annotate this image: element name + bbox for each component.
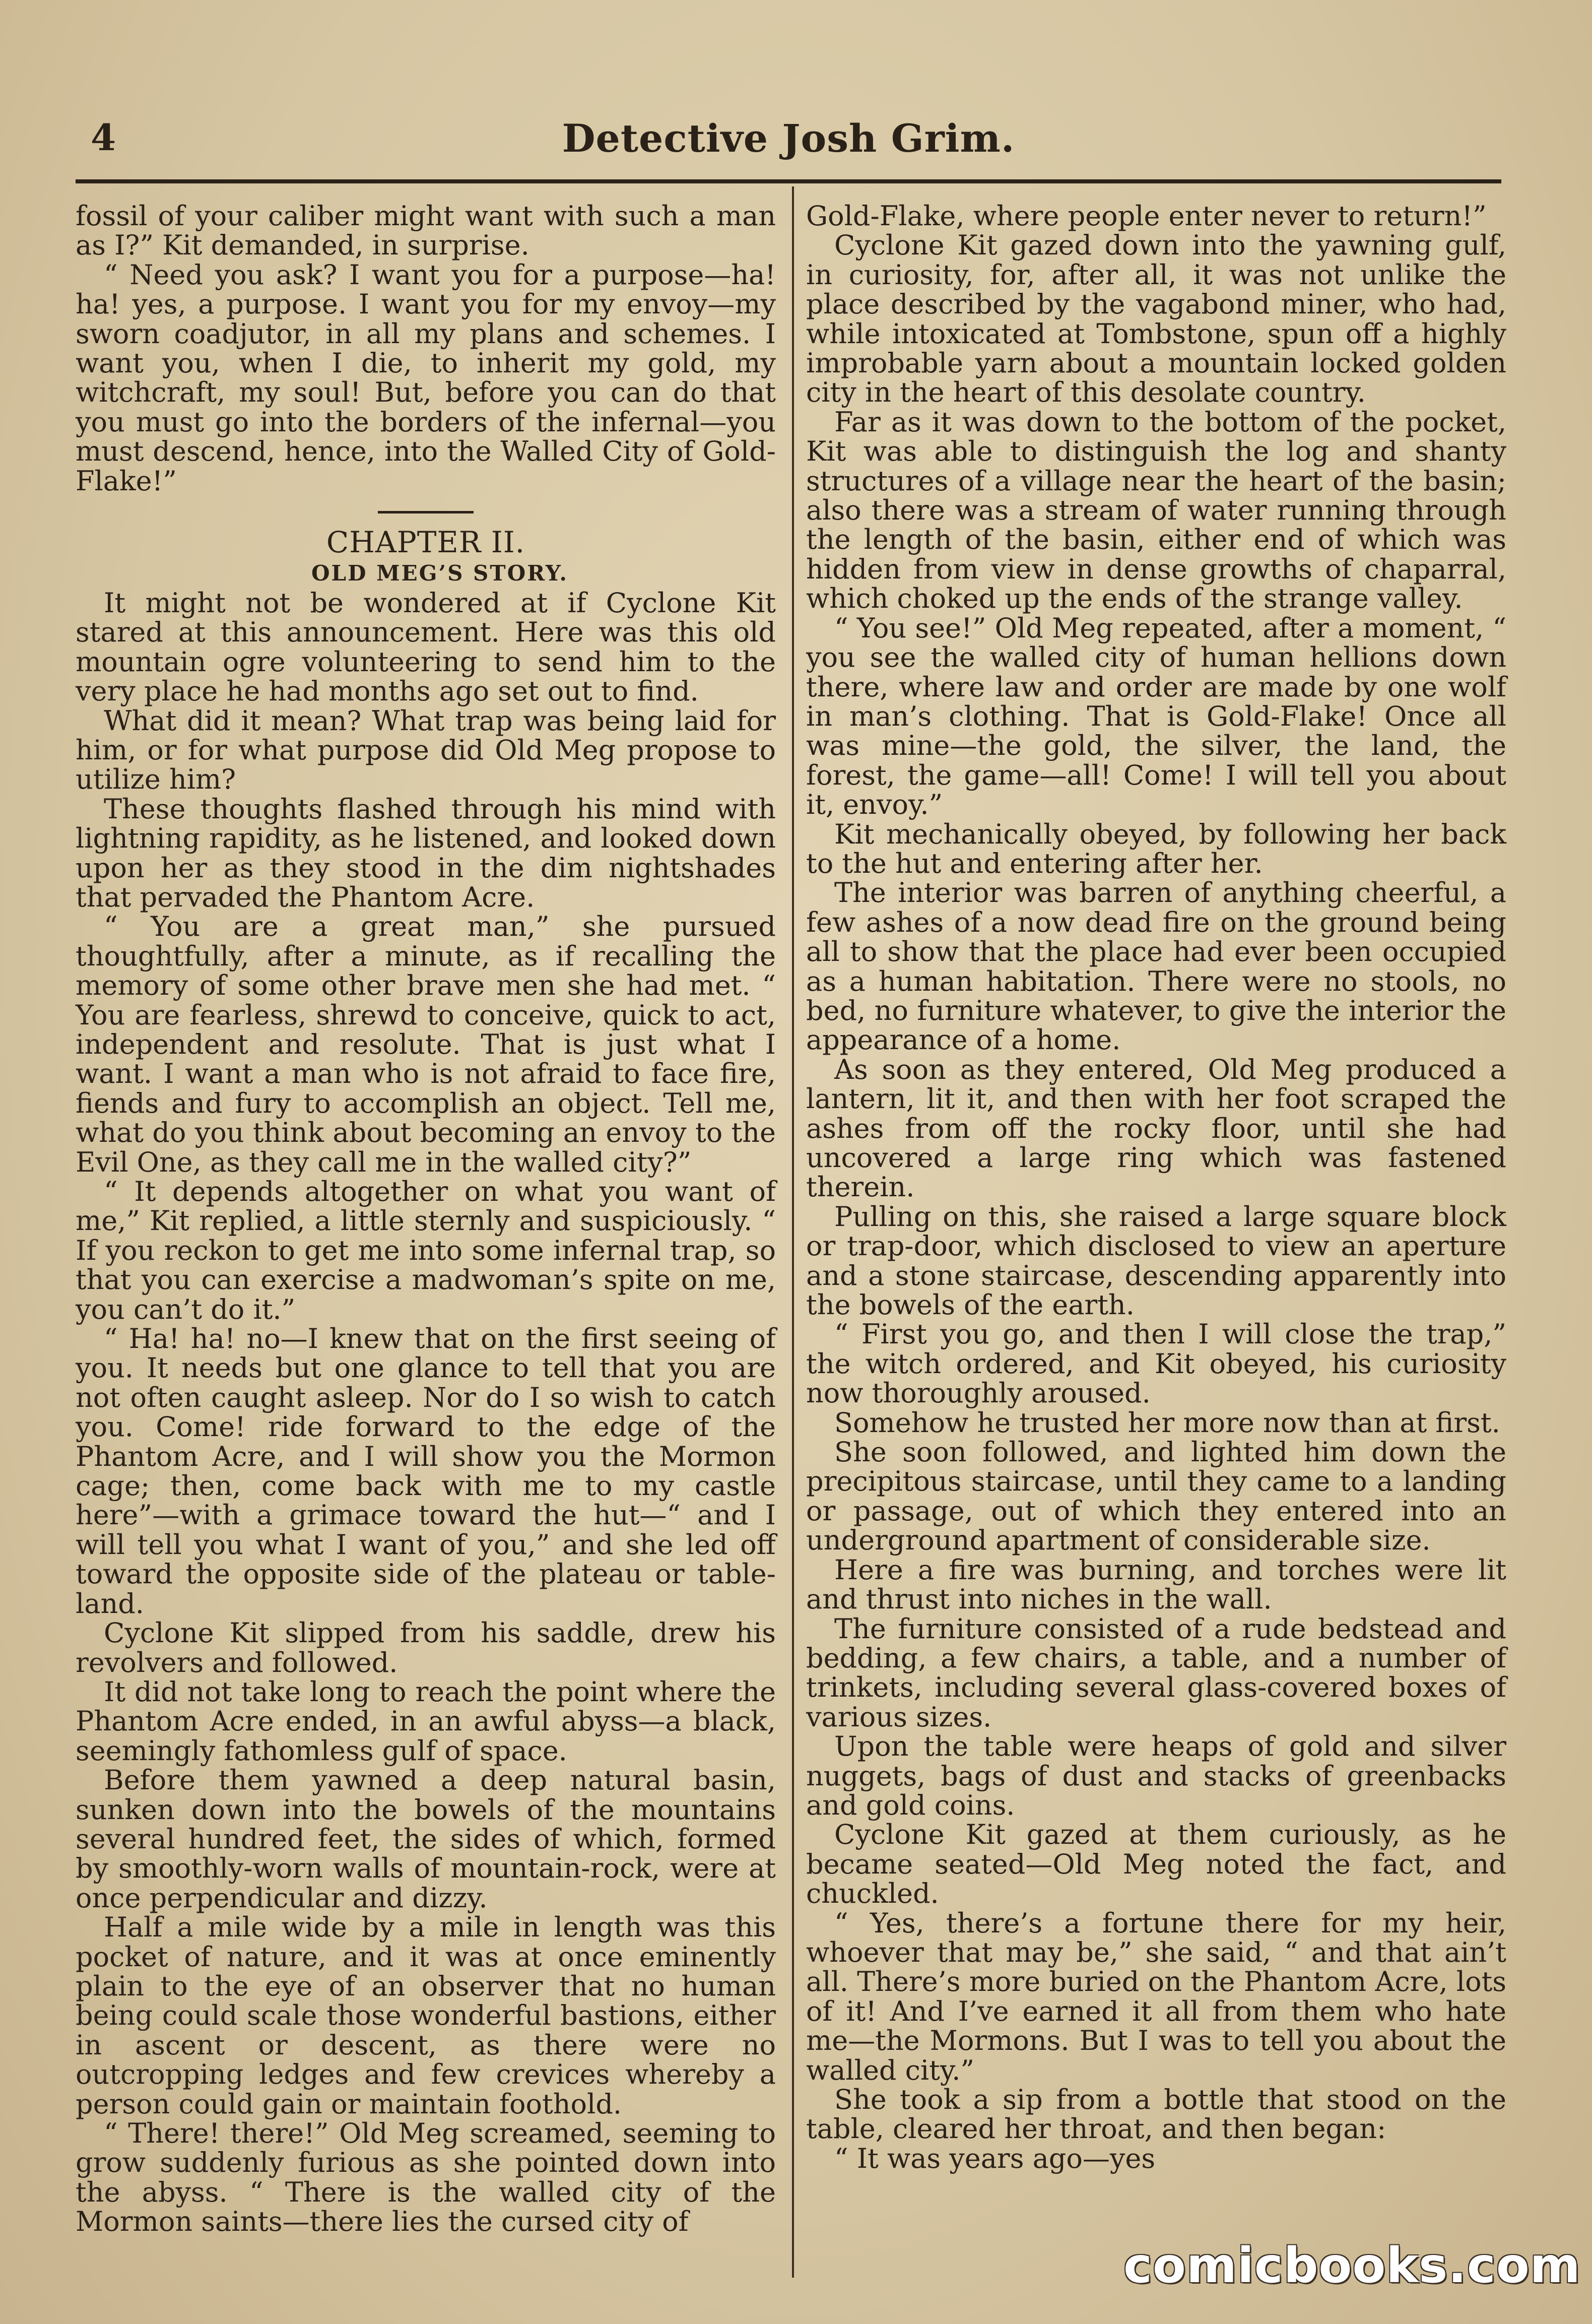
chapter-rule [378, 511, 474, 513]
column-divider [792, 186, 794, 2278]
paragraph: Gold-Flake, where people enter never to return!” [806, 200, 1487, 232]
paragraph: Kit mechanically obeyed, by following her back to the hut and entering after her. [806, 818, 1506, 879]
paragraph: “ There! there!” Old Meg screamed, seeming to grow suddenly furious as she pointed down into the abyss. “ There is the walled city of the Mormon saints—there lies the cursed city of [76, 2117, 776, 2238]
paragraph: Before them yawned a deep natural basin, sunken down into the bowels of the mountains several hundred feet, the sides of which, formed by smoothly-worn walls of mountain-rock, were at once perpendicular and dizzy. [76, 1764, 776, 1914]
paragraph: “ Need you ask? I want you for a purpose—ha! ha! yes, a purpose. I want you for my envoy—my sworn coadjutor, in all my plans and schemes. I want you, when I die, to inherit my gold, my witchcraft, my soul! But, before you can do that you must go into the borders of the infernal—you must descend, hence, into the Walled City of Gold-Flake!” [76, 259, 776, 497]
paragraph: “ First you go, and then I will close the trap,” the witch ordered, and Kit obeyed, his curiosity now thoroughly aroused. [806, 1318, 1506, 1409]
running-title: Detective Josh Grim. [562, 116, 1015, 161]
paragraph: Upon the table were heaps of gold and silver nuggets, bags of dust and stacks of greenbacks and gold coins. [806, 1730, 1506, 1821]
paragraph: Cyclone Kit gazed down into the yawning gulf, in curiosity, for, after all, it was not unlike the place described by the vagabond miner, who had, while intoxicated at Tombstone, spun off a highly improbable yarn about a mountain locked golden city in the heart of this desolate country. [806, 229, 1506, 409]
header-rule [76, 179, 1501, 183]
paragraph: “ Yes, there’s a fortune there for my heir, whoever that may be,” she said, “ and that ain’t all. There’s more buried on the Phantom Acre, lots of it! And I’ve earned it all from them who hate me—the Mormons. But I was to tell you about the walled city.” [806, 1907, 1506, 2086]
paragraph: Cyclone Kit gazed at them curiously, as he became seated—Old Meg noted the fact, and chuckled. [806, 1819, 1506, 1910]
paragraph: “ Ha! ha! no—I knew that on the first seeing of you. It needs but one glance to tell that you are not often caught asleep. Nor do I so wish to catch you. Come! ride forward to the edge of the Phantom Acre, and I will show you the Mormon cage; then, come back with me to my castle here”—with a grimace toward the hut—“ and I will tell you what I want of you,” and she led off toward the opposite side of the plateau or table-land. [76, 1323, 776, 1620]
chapter-subtitle: OLD MEG’S STORY. [311, 561, 569, 586]
paragraph: fossil of your caliber might want with such a man as I?” Kit demanded, in surprise. [76, 200, 776, 262]
paragraph: She took a sip from a bottle that stood on the table, cleared her throat, and then began: [806, 2084, 1506, 2145]
paragraph: “ It was years ago—yes [834, 2142, 1156, 2174]
paragraph: Half a mile wide by a mile in length was this pocket of nature, and it was at once eminently plain to the eye of an observer that no human being could scale those wonderful bastions, either in ascent or descent, as there were no outcropping ledges and few crevices whereby a person could gain or maintain foothold. [76, 1911, 776, 2120]
paragraph: Far as it was down to the bottom of the pocket, Kit was able to distinguish the log and shanty structures of a village near the heart of the basin; also there was a stream of water running through the length of the basin, either end of which was hidden from view in dense growths of chaparral, which choked up the ends of the strange valley. [806, 406, 1506, 615]
paragraph: Pulling on this, she raised a large square block or trap-door, which disclosed to view an aperture and a stone staircase, descending apparently into the bowels of the earth. [806, 1200, 1506, 1321]
paragraph: The interior was barren of anything cheerful, a few ashes of a now dead fire on the ground being all to show that the place had ever been occupied as a human habitation. There were no stools, no bed, no furniture whatever, to give the interior the appearance of a home. [806, 877, 1506, 1056]
paragraph: She soon followed, and lighted him down the precipitous staircase, until they came to a landing or passage, out of which they entered into an underground apartment of considerable size. [806, 1436, 1506, 1557]
paragraph: Here a fire was burning, and torches were lit and thrust into niches in the wall. [806, 1554, 1506, 1616]
paragraph: It might not be wondered at if Cyclone Kit stared at this announcement. Here was this old mountain ogre volunteering to send him to the very place he had months ago set out to find. [76, 587, 776, 707]
paragraph: “ You see!” Old Meg repeated, after a moment, “ you see the walled city of human hellions down there, where law and order are made by one wolf in man’s clothing. That is Gold-Flake! Once all was mine—the gold, the silver, the land, the forest, the game—all! Come! I will tell you about it, envoy.” [806, 612, 1506, 821]
right-column [806, 202, 1506, 2173]
paragraph: It did not take long to reach the point where the Phantom Acre ended, in an awful abyss—a black, seemingly fathomless gulf of space. [76, 1675, 776, 1767]
watermark-logo: comicbooks.com [1123, 2237, 1581, 2294]
chapter-title: CHAPTER II. [326, 525, 525, 560]
left-column [76, 202, 776, 2237]
paragraph: “ It depends altogether on what you want of me,” Kit replied, a little sternly and suspiciously. “ If you reckon to get me into some infernal trap, so that you can exercise a madwoman’s spite on me, you can’t do it.” [76, 1176, 776, 1325]
paragraph: The furniture consisted of a rude bedstead and bedding, a few chairs, a table, and a number of trinkets, including several glass-covered boxes of various sizes. [806, 1612, 1506, 1733]
paragraph: Cyclone Kit slipped from his saddle, drew his revolvers and followed. [76, 1617, 776, 1679]
page-header [76, 111, 1501, 166]
paragraph: Somehow he trusted her more now than at first. [834, 1406, 1500, 1439]
paragraph: These thoughts flashed through his mind with lightning rapidity, as he listened, and looked down upon her as they stood in the dim nightshades that pervaded the Phantom Acre. [76, 793, 776, 913]
page-number: 4 [91, 116, 116, 159]
paragraph: What did it mean? What trap was being laid for him, or for what purpose did Old Meg propose to utilize him? [76, 704, 776, 796]
paragraph: “ You are a great man,” she pursued thoughtfully, after a minute, as if recalling the memory of some other brave men she had met. “ You are fearless, shrewd to conceive, quick to act, independent and resolute. That is just what I want. I want a man who is not afraid to face fire, fiends and fury to accomplish an object. Tell me, what do you think about becoming an envoy to the Evil One, as they call me in the walled city?” [76, 911, 776, 1178]
paragraph: As soon as they entered, Old Meg produced a lantern, lit it, and then with her foot scraped the ashes from off the rocky floor, until she had uncovered a large ring which was fastened therein. [806, 1053, 1506, 1203]
